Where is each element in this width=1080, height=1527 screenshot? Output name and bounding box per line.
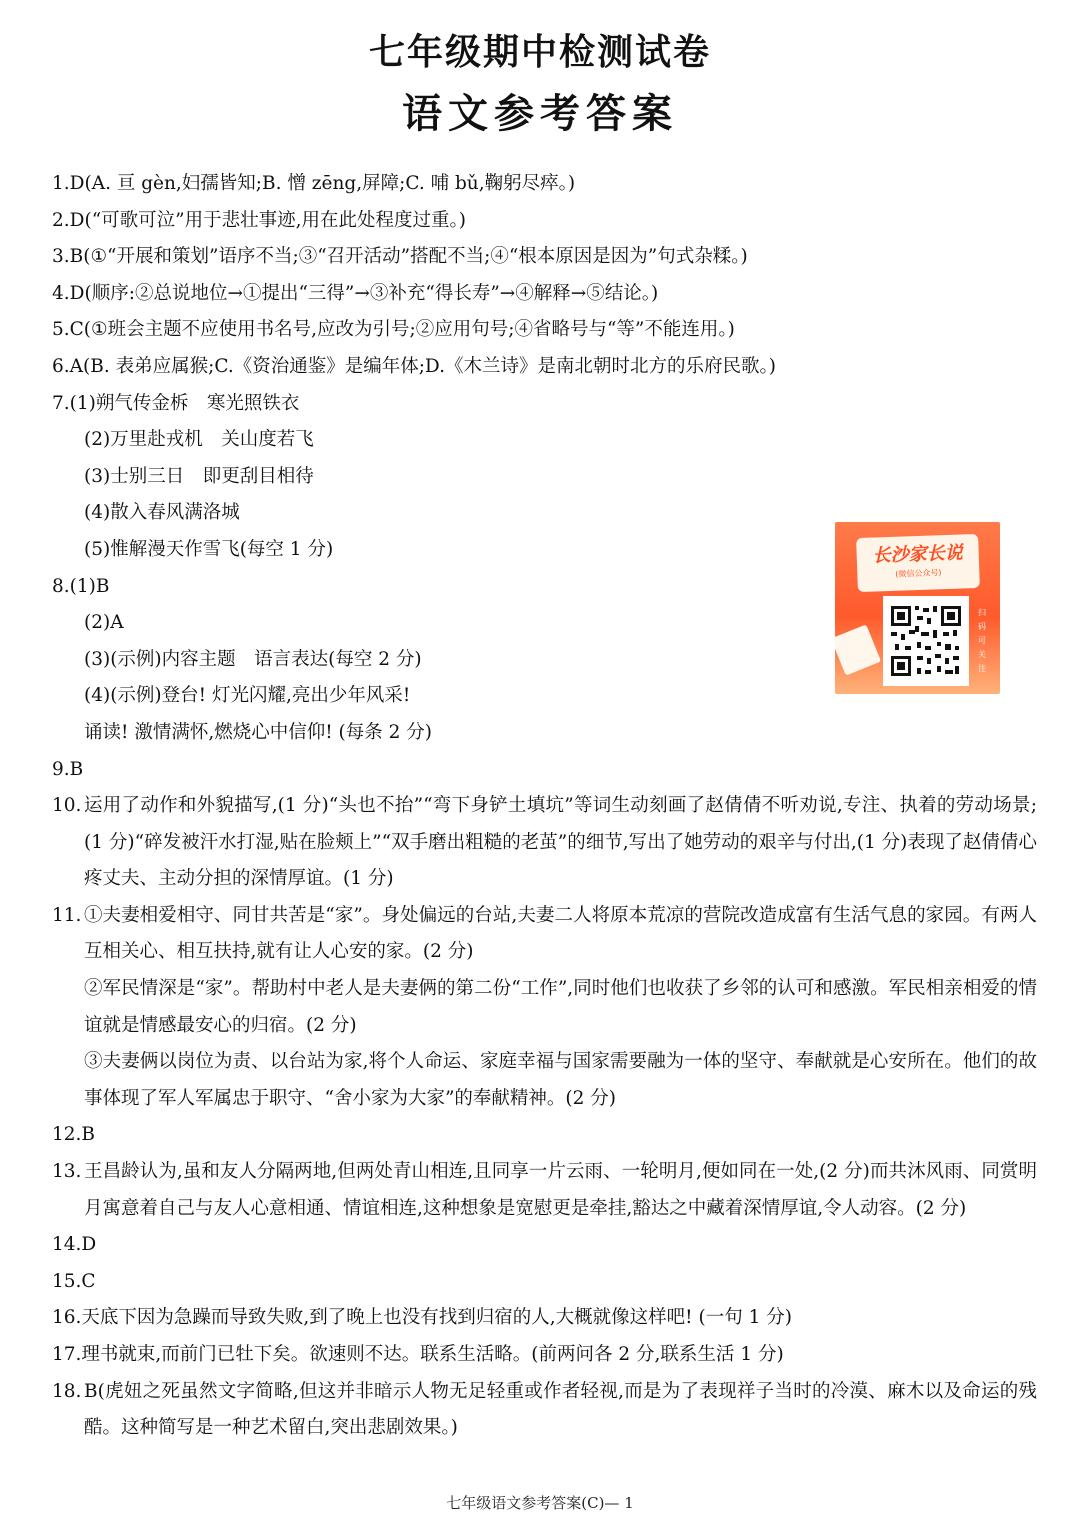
answer-7-line: (2)万里赴戎机 关山度若飞 [84,429,314,451]
answer-13 [52,1154,1037,1227]
answer-text: D [81,1234,97,1256]
answer-number: 8. [52,575,70,597]
answer-8-line: (4)(示例)登台! 灯光闪耀,亮出少年风采! [84,685,411,707]
answer-paragraph: ③夫妻俩以岗位为责、以台站为家,将个人命运、家庭幸福与国家需要融为一体的坚守、奉献就是心安所在。他们的故事体现了军人军属忠于职守、“舍小家为大家”的奉献精神。(2 分) [84,1051,1037,1109]
answer-text: (1)B [69,575,110,597]
qr-code[interactable] [883,596,969,686]
answer-1 [52,166,1037,203]
answer-9 [52,752,1037,789]
answer-text: B(①“开展和策划”语序不当;③“召开活动”搭配不当;④“根本原因是因为”句式杂糅。) [69,246,748,268]
answer-15 [52,1264,1037,1301]
answer-number: 17. [52,1344,82,1365]
page-footer: 七年级语文参考答案(C)— 1 [446,1494,634,1512]
answer-number: 13. [52,1161,82,1183]
ad-subtitle: (微信公众号) [895,568,942,579]
answer-number: 18. [52,1380,82,1402]
answer-number: 9. [52,758,70,780]
answer-number: 4. [52,282,70,304]
answer-10 [52,788,1037,898]
answer-8-line: (2)A [84,612,124,634]
answer-6 [52,349,1037,386]
answer-text: (1)朔气传金柝 寒光照铁衣 [69,392,300,414]
answer-7-line: (5)惟解漫天作雪飞(每空 1 分) [84,538,334,560]
answer-12 [52,1117,1037,1154]
answer-5 [52,312,1037,349]
ad-title: 长沙家长说 [872,542,964,567]
answer-7-line: (3)士别三日 即更刮目相待 [84,465,314,487]
ad-banner [856,534,980,592]
answer-text: 理书就束,而前门已牡下矣。欲速则不达。联系生活略。(前两问各 2 分,联系生活 1 分) [81,1344,784,1365]
ad-side-text: 扫码可关注 [978,608,986,673]
answer-paragraph: ②军民情深是“家”。帮助村中老人是夫妻俩的第二份“工作”,同时他们也收获了乡邻的认可和感激。军民相亲相爱的情谊就是情感最安心的归宿。(2 分) [84,978,1037,1036]
qr-code-ad[interactable] [835,522,1000,694]
answer-14 [52,1227,1037,1264]
answer-text: B(虎妞之死虽然文字简略,但这并非暗示人物无足轻重或作者轻视,而是为了表现祥子当时的冷漠、麻木以及命运的残酷。这种简写是一种艺术留白,突出悲剧效果。) [84,1380,1037,1439]
answer-text: D(A. 亘 gèn,妇孺皆知;B. 憎 zēng,屏障;C. 哺 bǔ,鞠躬尽瘁。) [69,173,576,194]
answer-7 [52,386,1037,423]
answer-text: B [69,758,84,780]
answer-number: 3. [52,246,70,268]
answer-number: 12. [52,1124,82,1146]
answer-number: 6. [52,355,70,377]
answer-8-line: 诵读! 激情满怀,燃烧心中信仰! (每条 2 分) [84,721,432,743]
answer-number: 7. [52,392,70,414]
answer-text: B [81,1124,96,1146]
answer-text: 运用了动作和外貌描写,(1 分)“头也不抬”“弯下身铲土填坑”等词生动刻画了赵倩倩不听劝说,专注、执着的劳动场景;(1 分)“碎发被汗水打湿,贴在脸颊上”“双手磨出粗糙的老茧”的细节,写出了她劳动的艰辛与付出,(1 分)表现了赵倩倩心疼丈夫、主动分担的深情厚谊。(1 分) [84,795,1037,890]
answer-number: 16. [52,1307,82,1329]
answer-16 [52,1300,1037,1337]
answer-text: C(①班会主题不应使用书名号,应改为引号;②应用句号;④省略号与“等”不能连用。) [69,319,735,341]
answer-text: A(B. 表弟应属猴;C.《资治通鉴》是编年体;D.《木兰诗》是南北朝时北方的乐府民歌。) [69,355,776,377]
qr-code-icon [883,596,969,686]
answer-number: 5. [52,319,70,341]
answer-number: 1. [52,173,70,194]
answer-text: C [81,1270,96,1292]
page-subtitle: 语文参考答案 [402,91,678,137]
answer-number: 10. [52,795,82,817]
paper-icon [835,624,881,675]
answer-text: D(“可歌可泣”用于悲壮事迹,用在此处程度过重。) [69,209,466,231]
answer-paragraph: ①夫妻相爱相守、同甘共苦是“家”。身处偏远的台站,夫妻二人将原本荒凉的营院改造成富有生活气息的家园。有两人互相关心、相互扶持,就有让人心安的家。(2 分) [84,904,1037,963]
answer-8-line: (3)(示例)内容主题 语言表达(每空 2 分) [84,648,422,670]
answer-text: 王昌龄认为,虽和友人分隔两地,但两处青山相连,且同享一片云雨、一轮明月,便如同在一处,(2 分)而共沐风雨、同赏明月寓意着自己与友人心意相通、情谊相连,这种想象是宽慰更是牵挂,豁达之中藏着深情厚谊,令人动容。(2 分) [84,1161,1037,1219]
answer-number: 15. [52,1270,82,1292]
answer-4 [52,276,1037,313]
answer-number: 14. [52,1234,82,1256]
answer-list [52,166,1037,1447]
answer-17 [52,1337,1037,1374]
page-title: 七年级期中检测试卷 [368,32,711,73]
answer-2 [52,203,1037,240]
answer-7-line: (4)散入春风满洛城 [84,502,240,524]
answer-3 [52,239,1037,276]
answer-number: 2. [52,209,70,231]
answer-number: 11. [52,904,82,926]
answer-text: D(顺序:②总说地位→①提出“三得”→③补充“得长寿”→④解释→⑤结论。) [69,282,659,304]
answer-text: 天底下因为急躁而导致失败,到了晚上也没有找到归宿的人,大概就像这样吧! (一句 1 分) [81,1307,792,1329]
answer-18 [52,1374,1037,1447]
answer-11 [52,898,1037,1118]
